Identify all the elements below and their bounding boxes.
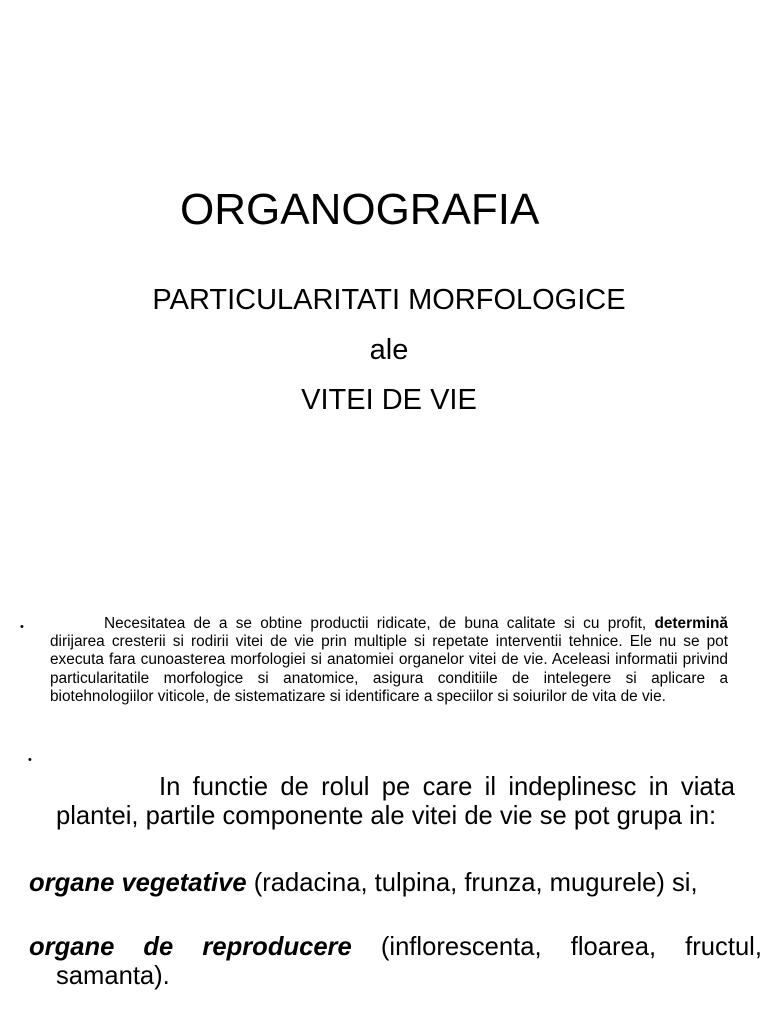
bullet-marker: • (28, 754, 32, 766)
intro-paragraph (50, 615, 728, 706)
group-term: organe vegetative (29, 869, 247, 897)
intro-bold-word: determină (654, 615, 728, 632)
group-term: organe de reproducere (29, 933, 352, 961)
subtitle-line-1: PARTICULARITATI MORFOLOGICE (152, 284, 626, 316)
group-item-reproductive (29, 933, 762, 991)
subtitle-line-3: VITEI DE VIE (301, 384, 477, 416)
group-detail: (radacina, tulpina, frunza, mugurele) si, (253, 869, 698, 897)
grouping-paragraph: In functie de rolul pe care il indeplinesc in viata plantei, partile componente ale vitei de vie se pot grupa in: (56, 773, 735, 830)
bullet-marker: • (20, 621, 24, 633)
intro-lead-text: Necesitatea de a se obtine productii ridicate, de buna calitate si cu profit, (104, 615, 647, 632)
page-title: ORGANOGRAFIA (180, 185, 540, 234)
intro-rest-text: dirijarea cresterii si rodirii vitei de vie prin multiple si repetate interventii tehnice. Ele nu se pot executa fara cunoasterea morfologiei si anatomiei organelor vitei de vie. Aceleasi informatii privind particularitatile morfologice si anatomice, asigura conditiile de intelegere si aplicare a biotehnologiilor viticole, de sistematizare si identificare a speciilor si soiurilor de vita de vie. (50, 633, 728, 705)
subtitle-line-2: ale (369, 334, 409, 366)
group-detail: (inflorescenta, floarea, fructul, samanta). (56, 933, 762, 990)
group-item-vegetative (29, 869, 762, 898)
